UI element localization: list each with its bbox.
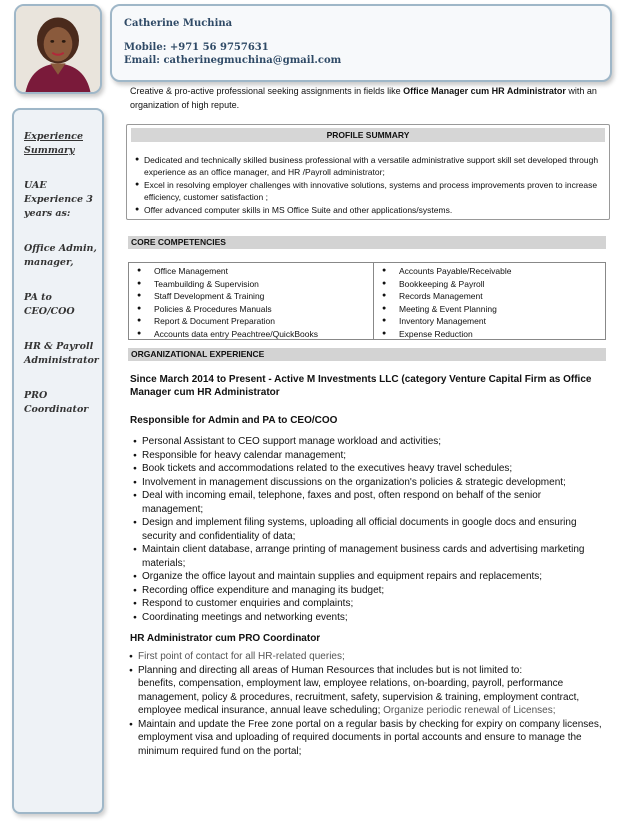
profile-summary-box	[126, 124, 610, 220]
sidebar-item-pro-coordinator: PRO Coordinator	[24, 390, 89, 415]
sidebar-item-pa: PA to CEO/COO	[24, 292, 75, 317]
list-item	[129, 664, 605, 718]
list-item: ● Respond to customer enquiries and complaints;	[134, 597, 604, 611]
hr-item-text: Planning and directing all areas of Human Resources that includes but is not limited to:	[138, 664, 523, 676]
list-item: ● Book tickets and accommodations related to the executives heavy travel schedules;	[134, 462, 604, 476]
hr-duties-list	[129, 650, 605, 758]
list-item: ● Office Management	[137, 265, 373, 278]
list-item: ● Maintain client database, arrange printing of management business cards and advertising marketing materials;	[134, 543, 604, 570]
objective-target-role: Office Manager cum HR Administrator	[403, 86, 566, 96]
list-item: ● Coordinating meetings and networking events;	[134, 611, 604, 625]
list-item: ● Accounts Payable/Receivable	[382, 265, 605, 278]
list-item: ● Maintain and update the Free zone portal on a regular basis by checking for expiry on company licenses, employment visa and uploading of required documents in portal accounts and ensure to manage the minimum required fund on the portal;	[129, 718, 605, 759]
list-item: ● Responsible for heavy calendar management;	[134, 449, 604, 463]
responsibility-heading: Responsible for Admin and PA to CEO/COO	[130, 415, 338, 426]
list-item: ● Recording office expenditure and managing its budget;	[134, 584, 604, 598]
hr-role-heading: HR Administrator cum PRO Coordinator	[130, 633, 321, 644]
hr-item-text: First point of contact for all HR-related queries;	[138, 651, 345, 662]
list-item: ● Personal Assistant to CEO support manage workload and activities;	[134, 435, 604, 449]
sidebar-item-experience-summary: Experience Summary	[24, 131, 83, 156]
organizational-experience-title: ORGANIZATIONAL EXPERIENCE	[128, 348, 606, 361]
list-item: ● Involvement in management discussions on the organization's policies & strategic development;	[134, 476, 604, 490]
list-item: ● Offer advanced computer skills in MS Office Suite and other applications/systems.	[135, 204, 609, 216]
duties-list	[134, 435, 604, 624]
objective-statement	[130, 84, 610, 112]
mobile-number: Mobile: +971 56 9757631	[124, 42, 269, 53]
hr-sub-text: benefits, compensation, employment law, employee relations, on-boarding, payroll, performance management, policy & procedures, recruitment, safety, supervision & training, employment contract, employee medical insurance, annual leave scheduling;	[138, 678, 580, 716]
email-address: Email: catherinegmuchina@gmail.com	[124, 55, 342, 66]
core-competencies-title: CORE COMPETENCIES	[128, 236, 606, 249]
list-item: ● Expense Reduction	[382, 328, 605, 341]
profile-summary-list	[135, 154, 609, 216]
list-item: ● Excel in resolving employer challenges with innovative solutions, systems and process improvements proven to increase efficiency, customer satisfaction ;	[135, 179, 609, 203]
list-item: ● Records Management	[382, 290, 605, 303]
profile-summary-title: PROFILE SUMMARY	[131, 128, 605, 142]
job-title: Since March 2014 to Present - Active M Investments LLC (category Venture Capital Firm as Office Manager cum HR Administrator	[130, 374, 592, 398]
list-item: ● Inventory Management	[382, 315, 605, 328]
profile-photo	[14, 4, 102, 94]
objective-text-start: Creative & pro-active professional seeking assignments in fields like	[130, 86, 404, 96]
sidebar-item-uae-experience: UAE Experience 3 years as:	[24, 180, 93, 219]
contact-header	[110, 4, 612, 82]
list-item: ● Accounts data entry Peachtree/QuickBooks	[137, 328, 373, 341]
list-item: ● Policies & Procedures Manuals	[137, 303, 373, 316]
list-item: ● Dedicated and technically skilled business professional with a versatile administrative support skill set developed through experience as an office manager, and HR /Payroll administrator;	[135, 154, 609, 178]
hr-sub-highlight: Organize periodic renewal of Licenses;	[380, 705, 556, 716]
list-item: ● Design and implement filing systems, uploading all official documents in google docs and ensuring security and confidentiality of data;	[134, 516, 604, 543]
list-item	[129, 650, 605, 664]
candidate-name: Catherine Muchina	[124, 18, 233, 29]
list-item: ● Deal with incoming email, telephone, faxes and post, often respond on behalf of the senior management;	[134, 489, 604, 516]
list-item: ● Staff Development & Training	[137, 290, 373, 303]
sidebar-item-hr-payroll: HR & Payroll Administrator	[24, 341, 99, 366]
portrait-image	[16, 6, 100, 92]
sidebar-item-office-admin: Office Admin, manager,	[24, 243, 97, 268]
list-item: ● Report & Document Preparation	[137, 315, 373, 328]
list-item: ● Meeting & Event Planning	[382, 303, 605, 316]
core-competencies-table	[128, 262, 606, 340]
list-item: ● Bookkeeping & Payroll	[382, 278, 605, 291]
experience-sidebar	[12, 108, 104, 814]
competencies-left-column	[129, 263, 374, 339]
list-item: ● Organize the office layout and maintain supplies and equipment repairs and replacements;	[134, 570, 604, 584]
objective-text-end: with an organization of high repute.	[130, 86, 597, 110]
competencies-right-column	[374, 263, 605, 339]
list-item: ● Teambuilding & Supervision	[137, 278, 373, 291]
